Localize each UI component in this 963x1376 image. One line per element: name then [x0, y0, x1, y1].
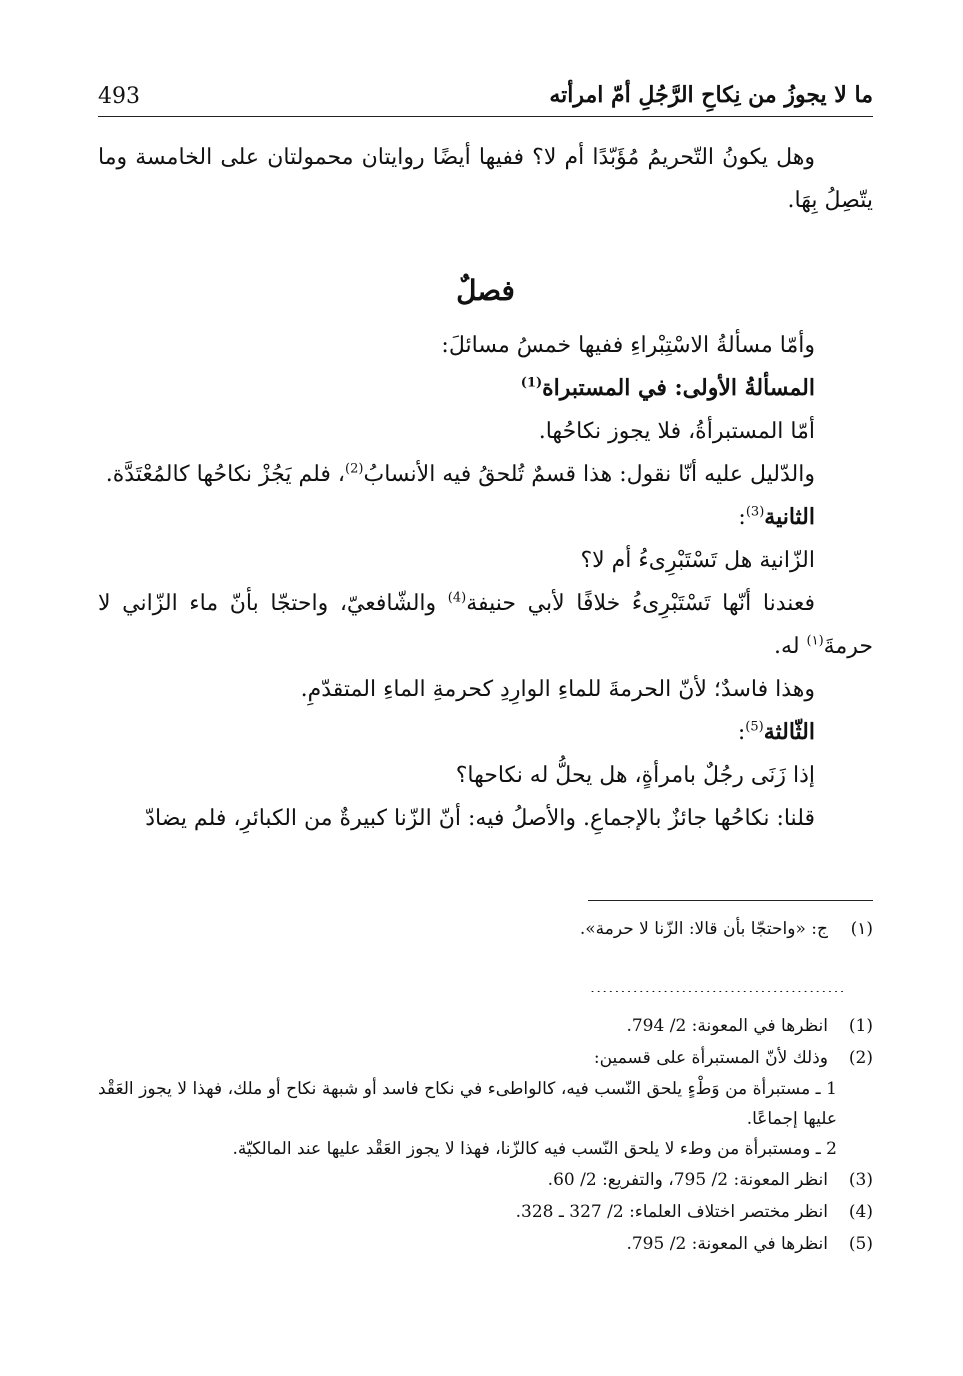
footnote-3-text: انظر المعونة: 2/ 795، والتفريع: 2/ 60. — [547, 1170, 828, 1190]
dotted-separator: .......................................... — [590, 978, 846, 992]
question-2-title: الثانية — [764, 504, 815, 530]
paragraph-5: الزّانية هل تَسْتَبْرِىءُ أم لا؟ — [580, 548, 815, 573]
footnote-1-text: انظرها في المعونة: 2/ 794. — [626, 1016, 828, 1036]
notes-rule — [588, 900, 873, 901]
footnote-ref-5: (5) — [745, 719, 764, 735]
question-2-colon: : — [738, 505, 746, 530]
paragraph-6 — [98, 582, 873, 668]
question-1-title: المسألةُ الأولى: في المستبراة — [542, 375, 815, 401]
question-1-heading — [98, 367, 873, 410]
footnote-ref-4: (4) — [447, 590, 467, 606]
main-text — [98, 136, 873, 840]
footnote-1-number: (1) — [848, 1016, 873, 1036]
footnote-ref-3: (3) — [745, 504, 765, 520]
footnote-2 — [98, 1042, 873, 1074]
paragraph-2: وأمّا مسألةُ الاسْتِبْراءِ ففيها خمسُ مسائلَ: — [441, 333, 815, 358]
header-rule — [98, 116, 873, 117]
variant-note-row — [98, 913, 873, 945]
variant-note — [98, 913, 873, 945]
question-3-heading — [98, 711, 873, 754]
paragraph-6-part-b: والشّافعيّ، واحتجّا بأنّ ماء الزّاني لا حرمةَ — [98, 591, 873, 659]
paragraph-4-part-b: ، فلم يَجُزْ نكاحُها كالمُعْتَدَّة. — [105, 462, 346, 487]
paragraph-7: وهذا فاسدٌ؛ لأنّ الحرمةَ للماءِ الوارِدِ كحرمةِ الماءِ المتقدّمِ. — [300, 677, 815, 702]
paragraph-4 — [98, 453, 873, 496]
footnotes — [98, 1010, 873, 1260]
footnote-5-text: انظرها في المعونة: 2/ 795. — [626, 1234, 828, 1254]
variant-note-text: ج: «واحتجّا بأن قالا: الزّنا لا حرمة». — [579, 919, 828, 939]
paragraph-6-part-c: له. — [774, 634, 807, 659]
paragraph-6-part-a: فعندنا أنّها تَسْتَبْرِىءُ خلافًا لأبي حنيفة — [466, 591, 816, 616]
page-header — [98, 80, 873, 120]
footnote-5 — [98, 1228, 873, 1260]
footnote-3 — [98, 1164, 873, 1196]
footnote-4-text: انظر مختصر اختلاف العلماء: 2/ 327 ـ 328. — [515, 1202, 828, 1222]
paragraph-4-part-a: والدّليل عليه أنّا نقول: هذا قسمٌ تُلحقُ فيه الأنسابُ — [363, 462, 815, 487]
footnote-1 — [98, 1010, 873, 1042]
paragraph-1: وهل يكونُ التّحريمُ مُؤَبّدًا أم لا؟ ففيها أيضًا روايتان محمولتان على الخامسة وما يتّصِلُ بِهَا. — [98, 145, 873, 213]
question-3-colon: : — [737, 720, 746, 745]
footnote-2-text: وذلك لأنّ المستبرأة على قسمين: — [593, 1048, 828, 1068]
footnote-ref-1: (1) — [520, 375, 543, 391]
footnote-2-number: (2) — [848, 1048, 873, 1068]
footnote-5-number: (5) — [848, 1234, 873, 1254]
question-2-heading — [98, 496, 873, 539]
paragraph-8: إذا زَنَى رجُلٌ بامرأةٍ، هل يحلُّ له نكاحها؟ — [455, 763, 815, 788]
paragraph-3: أمّا المستبرأةُ، فلا يجوز نكاحُها. — [538, 419, 815, 444]
variant-note-ref: (١) — [806, 633, 824, 649]
variant-note-number: (١) — [850, 919, 873, 939]
paragraph-9: قلنا: نكاحُها جائزٌ بالإجماعِ. والأصلُ فيه: أنّ الزّنا كبيرةٌ من الكبائرِ، فلم يضادّ — [145, 806, 815, 831]
question-3-title: الثّالثة — [763, 719, 815, 745]
footnote-3-number: (3) — [848, 1170, 873, 1190]
footnote-4-number: (4) — [848, 1202, 873, 1222]
footnote-ref-2: (2) — [345, 461, 364, 477]
page-number: 493 — [98, 84, 140, 109]
running-title: ما لا يجوزُ من نِكاحِ الرَّجُلِ أمّ امرأته — [549, 82, 873, 108]
footnote-4 — [98, 1196, 873, 1228]
footnote-2-item-1: 1 ـ مستبرأة من وَطْءٍ يلحق النّسب فيه، كالواطىء في نكاح فاسد أو شبهة نكاح أو ملك، فهذا لا يجوز العَقْد عليها إجماعًا. — [98, 1079, 837, 1129]
footnote-2-item-2: 2 ـ ومستبرأة من وطء لا يلحق النّسب فيه كالزّنا، فهذا لا يجوز العَقْد عليها عند المالكيّة. — [232, 1139, 837, 1159]
section-title: فصلٌ — [456, 274, 515, 307]
